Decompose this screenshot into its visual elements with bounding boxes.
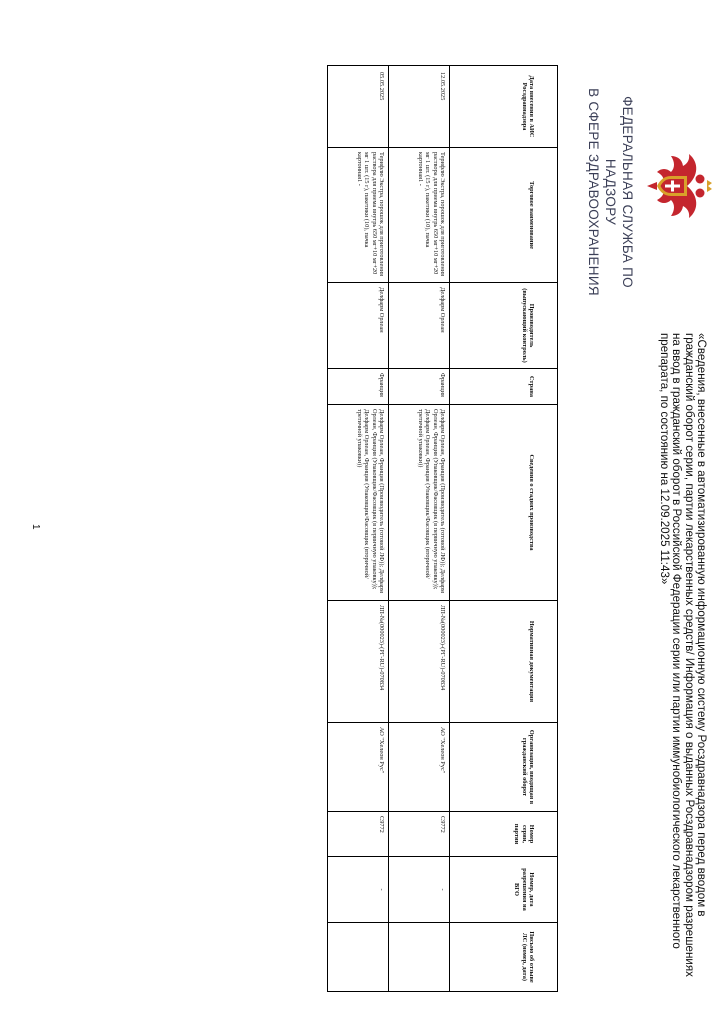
col-header-trade-name: Торговое наименование <box>450 148 558 283</box>
cell-regdoc: ЛП-№(000023)-(РГ-RU)-070834 <box>328 601 389 723</box>
table-header-row <box>450 66 558 992</box>
cell-recall <box>389 923 450 992</box>
cell-manufacturer: Делфарм Орлеан <box>389 283 450 369</box>
document-heading <box>657 333 708 977</box>
cell-trade-name: Терифлю Экстра, порошок для приготовления раствора для приема внутрь 650 мг+10 мг+20 мг 1 шт. (15 г), пакетики (10), пачка картонная1 - <box>328 148 389 283</box>
cell-batch: C9772 <box>328 812 389 857</box>
emblem-icon <box>645 150 717 222</box>
cell-organization: АО "Хелеон Рус" <box>328 723 389 812</box>
batches-table <box>327 65 558 992</box>
heading-line3: на ввод в гражданский оборот в Российской Федерации серии или партии иммунобиологического лекарственного <box>670 333 684 949</box>
col-header-recall: Письмо об отзыве ЛС (номер, дата) <box>450 923 558 992</box>
page-number: 1 <box>30 524 41 530</box>
cell-country: Франция <box>389 369 450 405</box>
table-row <box>328 66 389 992</box>
cell-permit: - <box>328 857 389 923</box>
col-header-country: Страна <box>450 369 558 405</box>
cell-manufacturer: Делфарм Орлеан <box>328 283 389 369</box>
table-row <box>389 66 450 992</box>
cell-regdoc: ЛП-№(000023)-(РГ-RU)-070834 <box>389 601 450 723</box>
heading-line2: гражданский оборот серии, партии лекарственных средств/ Информация о выданных Росздравнадзором разрешениях <box>682 333 696 977</box>
col-header-manufacturer: Производитель (выпускающий контроль) <box>450 283 558 369</box>
heading-line1: «Сведения, внесенные в автоматизированную информационную систему Росздравнадзора перед вводом в <box>695 333 708 917</box>
col-header-organization: Организация, вводящая в гражданский оборот <box>450 723 558 812</box>
cell-permit: - <box>389 857 450 923</box>
agency-name-line2: В СФЕРЕ ЗДРАВООХРАНЕНИЯ <box>586 88 601 296</box>
heading-line4: препарата, по состоянию на 12.09.2025 11:43» <box>657 333 671 585</box>
col-header-date: Дата внесения в АИС Росздравнадзора <box>450 66 558 148</box>
cell-batch: C9772 <box>389 812 450 857</box>
cell-date: 12.05.2025 <box>389 66 450 148</box>
cell-trade-name: Терифлю Экстра, порошок для приготовления раствора для приема внутрь 650 мг+10 мг+20 мг 1 шт. (15 г), пакетики (10), пачка картонная1 - <box>389 148 450 283</box>
col-header-permit: Номер, дата разрешения на ВГО <box>450 857 558 923</box>
cell-stages: Делфарм Орлеан, Франция (Производитель (готовой ЛФ)); Делфарм Орлеан, Франция (Упаковщик/Фасовщик (в первичную упаковку)); Делфарм Орлеан, Франция (Упаковщик/Фасовщик (вторичной/третичной упаковки)) <box>328 405 389 601</box>
cell-organization: АО "Хелеон Рус" <box>389 723 450 812</box>
cell-country: Франция <box>328 369 389 405</box>
agency-name <box>585 62 636 322</box>
cell-date: 05.05.2025 <box>328 66 389 148</box>
col-header-regdoc: Нормативная документация <box>450 601 558 723</box>
cell-stages: Делфарм Орлеан, Франция (Производитель (готовой ЛФ)); Делфарм Орлеан, Франция (Упаковщик/Фасовщик (в первичную упаковку)); Делфарм Орлеан, Франция (Упаковщик/Фасовщик (вторичной/третичной упаковки)) <box>389 405 450 601</box>
col-header-stages: Сведения о стадиях производства <box>450 405 558 601</box>
cell-recall <box>328 923 389 992</box>
agency-name-line1: ФЕДЕРАЛЬНАЯ СЛУЖБА ПО НАДЗОРУ <box>603 96 635 288</box>
col-header-batch: Номер серии, партии <box>450 812 558 857</box>
